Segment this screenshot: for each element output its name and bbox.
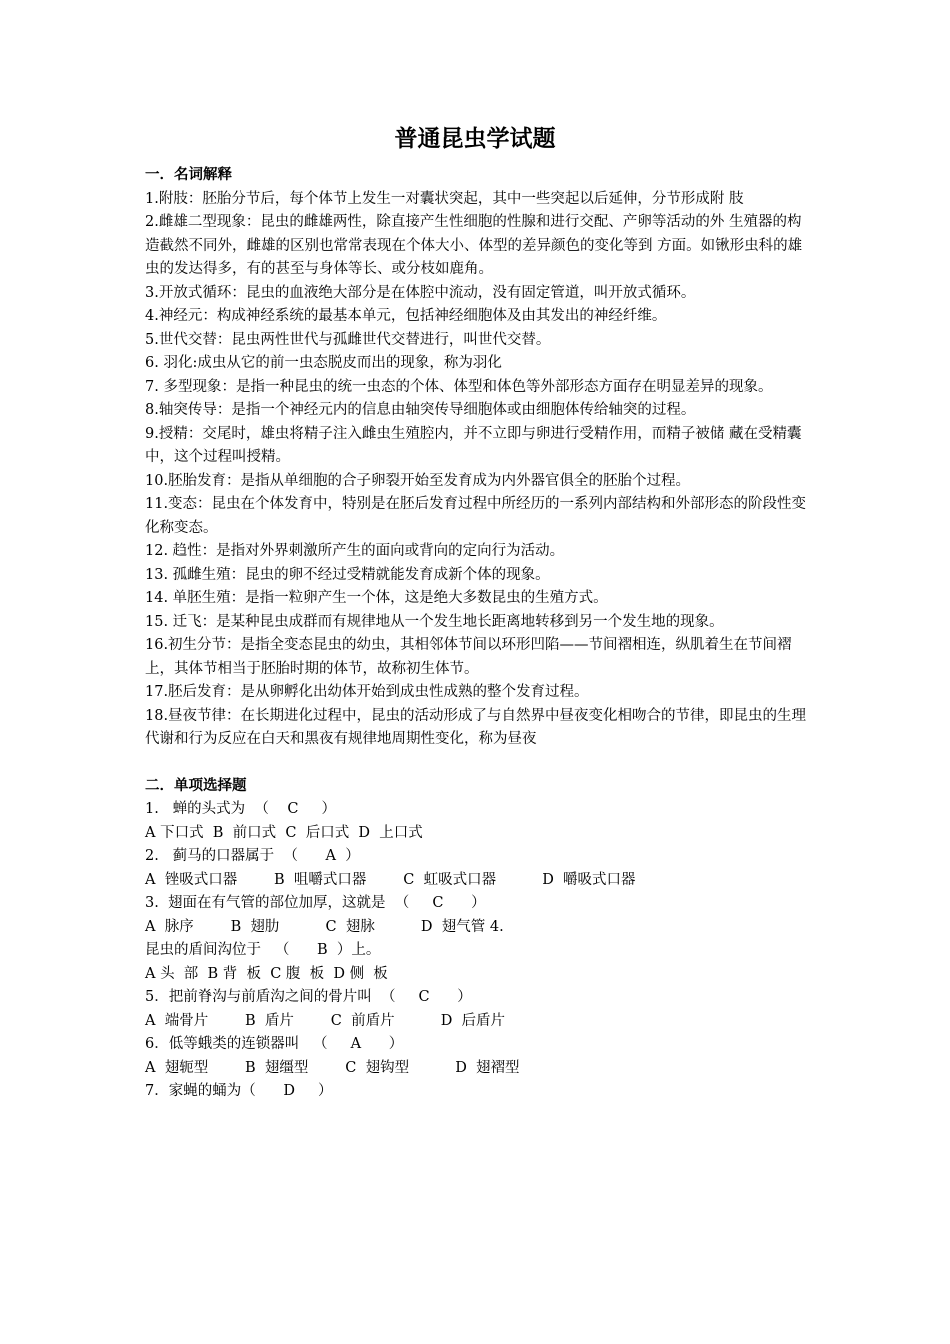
options-line: A 头 部 B 背 板 C 腹 板 D 侧 板 [145, 965, 388, 982]
definition-item: 1.附肢：胚胎分节后，每个体节上发生一对囊状突起，其中一些突起以后延伸，分节形成附 肢 [145, 190, 744, 207]
definition-item: 16.初生分节：是指全变态昆虫的幼虫，其相邻体节间以环形凹陷——节间褶相连，纵肌着生在节间褶上，其体节相当于胚胎时期的体节，故称初生体节。 [145, 637, 792, 677]
options-line: A 端骨片 B 盾片 C 前盾片 D 后盾片 [145, 1012, 506, 1029]
question-line: 6．低等蛾类的连锁器叫 （ A ） [145, 1036, 404, 1052]
options-line: A 锉吸式口器 B 咀嚼式口器 C 虹吸式口器 D 嚼吸式口器 [145, 871, 636, 888]
definition-item: 5.世代交替：昆虫两性世代与孤雌世代交替进行，叫世代交替。 [145, 331, 551, 348]
definition-item: 8.轴突传导：是指一个神经元内的信息由轴突传导细胞体或由细胞体传给轴突的过程。 [145, 402, 696, 418]
question-line: 2. 蓟马的口器属于 （ A ） [145, 848, 360, 864]
definition-item: 11.变态：昆虫在个体发育中，特别是在胚后发育过程中所经历的一系列内部结构和外部形态的阶段性变化称变态。 [145, 496, 807, 536]
question-line: 5．把前脊沟与前盾沟之间的骨片叫 （ C ） [145, 989, 472, 1005]
section-heading-definitions: 一．名词解释 [145, 167, 232, 183]
options-line: A 下口式 B 前口式 C 后口式 D 上口式 [145, 824, 423, 841]
definition-item: 15. 迁飞：是某种昆虫成群而有规律地从一个发生地长距离地转移到另一个发生地的现象。 [145, 613, 724, 630]
definition-item: 17.胚后发育：是从卵孵化出幼体开始到成虫性成熟的整个发育过程。 [145, 684, 589, 700]
definition-item: 2.雌雄二型现象：昆虫的雌雄两性，除直接产生性细胞的性腺和进行交配、产卵等活动的外 生殖器的构造截然不同外，雌雄的区别也常常表现在个体大小、体型的差异颜色的变化等到 方面。如锹形虫科的雄虫的发达得多，有的甚至与身体等长、或分枝如鹿角。 [145, 214, 803, 277]
definition-item: 9.授精：交尾时，雄虫将精子注入雌虫生殖腔内，并不立即与卵进行受精作用，而精子被储 藏在受精囊中，这个过程叫授精。 [145, 425, 802, 465]
definition-item: 12. 趋性：是指对外界刺激所产生的面向或背向的定向行为活动。 [145, 543, 565, 559]
definition-item: 18.昼夜节律：在长期进化过程中，昆虫的活动形成了与自然界中昼夜变化相吻合的节律，即昆虫的生理代谢和行为反应在白天和黑夜有规律地周期性变化，称为昼夜 [145, 707, 807, 747]
document-body [145, 164, 813, 1104]
definition-item: 4.神经元：构成神经系统的最基本单元，包括神经细胞体及由其发出的神经纤维。 [145, 308, 667, 324]
options-line: A 翅轭型 B 翅缰型 C 翅钩型 D 翅褶型 [145, 1059, 520, 1076]
question-line: 7．家蝇的蛹为（ D ） [145, 1083, 333, 1099]
definition-item: 14. 单胚生殖：是指一粒卵产生一个体，这是绝大多数昆虫的生殖方式。 [145, 590, 608, 606]
options-line: A 脉序 B 翅肋 C 翅脉 D 翅气管 4. [145, 918, 504, 935]
definition-item: 13. 孤雌生殖：昆虫的卵不经过受精就能发育成新个体的现象。 [145, 566, 550, 583]
question-line: 昆虫的盾间沟位于 （ B ）上。 [145, 942, 381, 958]
definition-item: 6. 羽化:成虫从它的前一虫态脱皮而出的现象，称为羽化 [145, 355, 502, 371]
definition-item: 7. 多型现象：是指一种昆虫的统一虫态的个体、体型和体色等外部形态方面存在明显差异的现象。 [145, 378, 773, 395]
choice-questions-list [145, 798, 813, 1104]
definition-item: 3.开放式循环：昆虫的血液绝大部分是在体腔中流动，没有固定管道，叫开放式循环。 [145, 284, 696, 301]
section-spacer [145, 752, 813, 775]
question-line: 1. 蝉的头式为 （ C ） [145, 801, 336, 817]
definition-item: 10.胚胎发育：是指从单细胞的合子卵裂开始至发育成为内外器官俱全的胚胎个过程。 [145, 472, 691, 489]
section-heading-choices: 二．单项选择题 [145, 777, 247, 794]
question-line: 3. 翅面在有气管的部位加厚，这就是 （ C ） [145, 895, 486, 911]
definitions-list [145, 188, 813, 752]
page-title: 普通昆虫学试题 [394, 126, 556, 152]
